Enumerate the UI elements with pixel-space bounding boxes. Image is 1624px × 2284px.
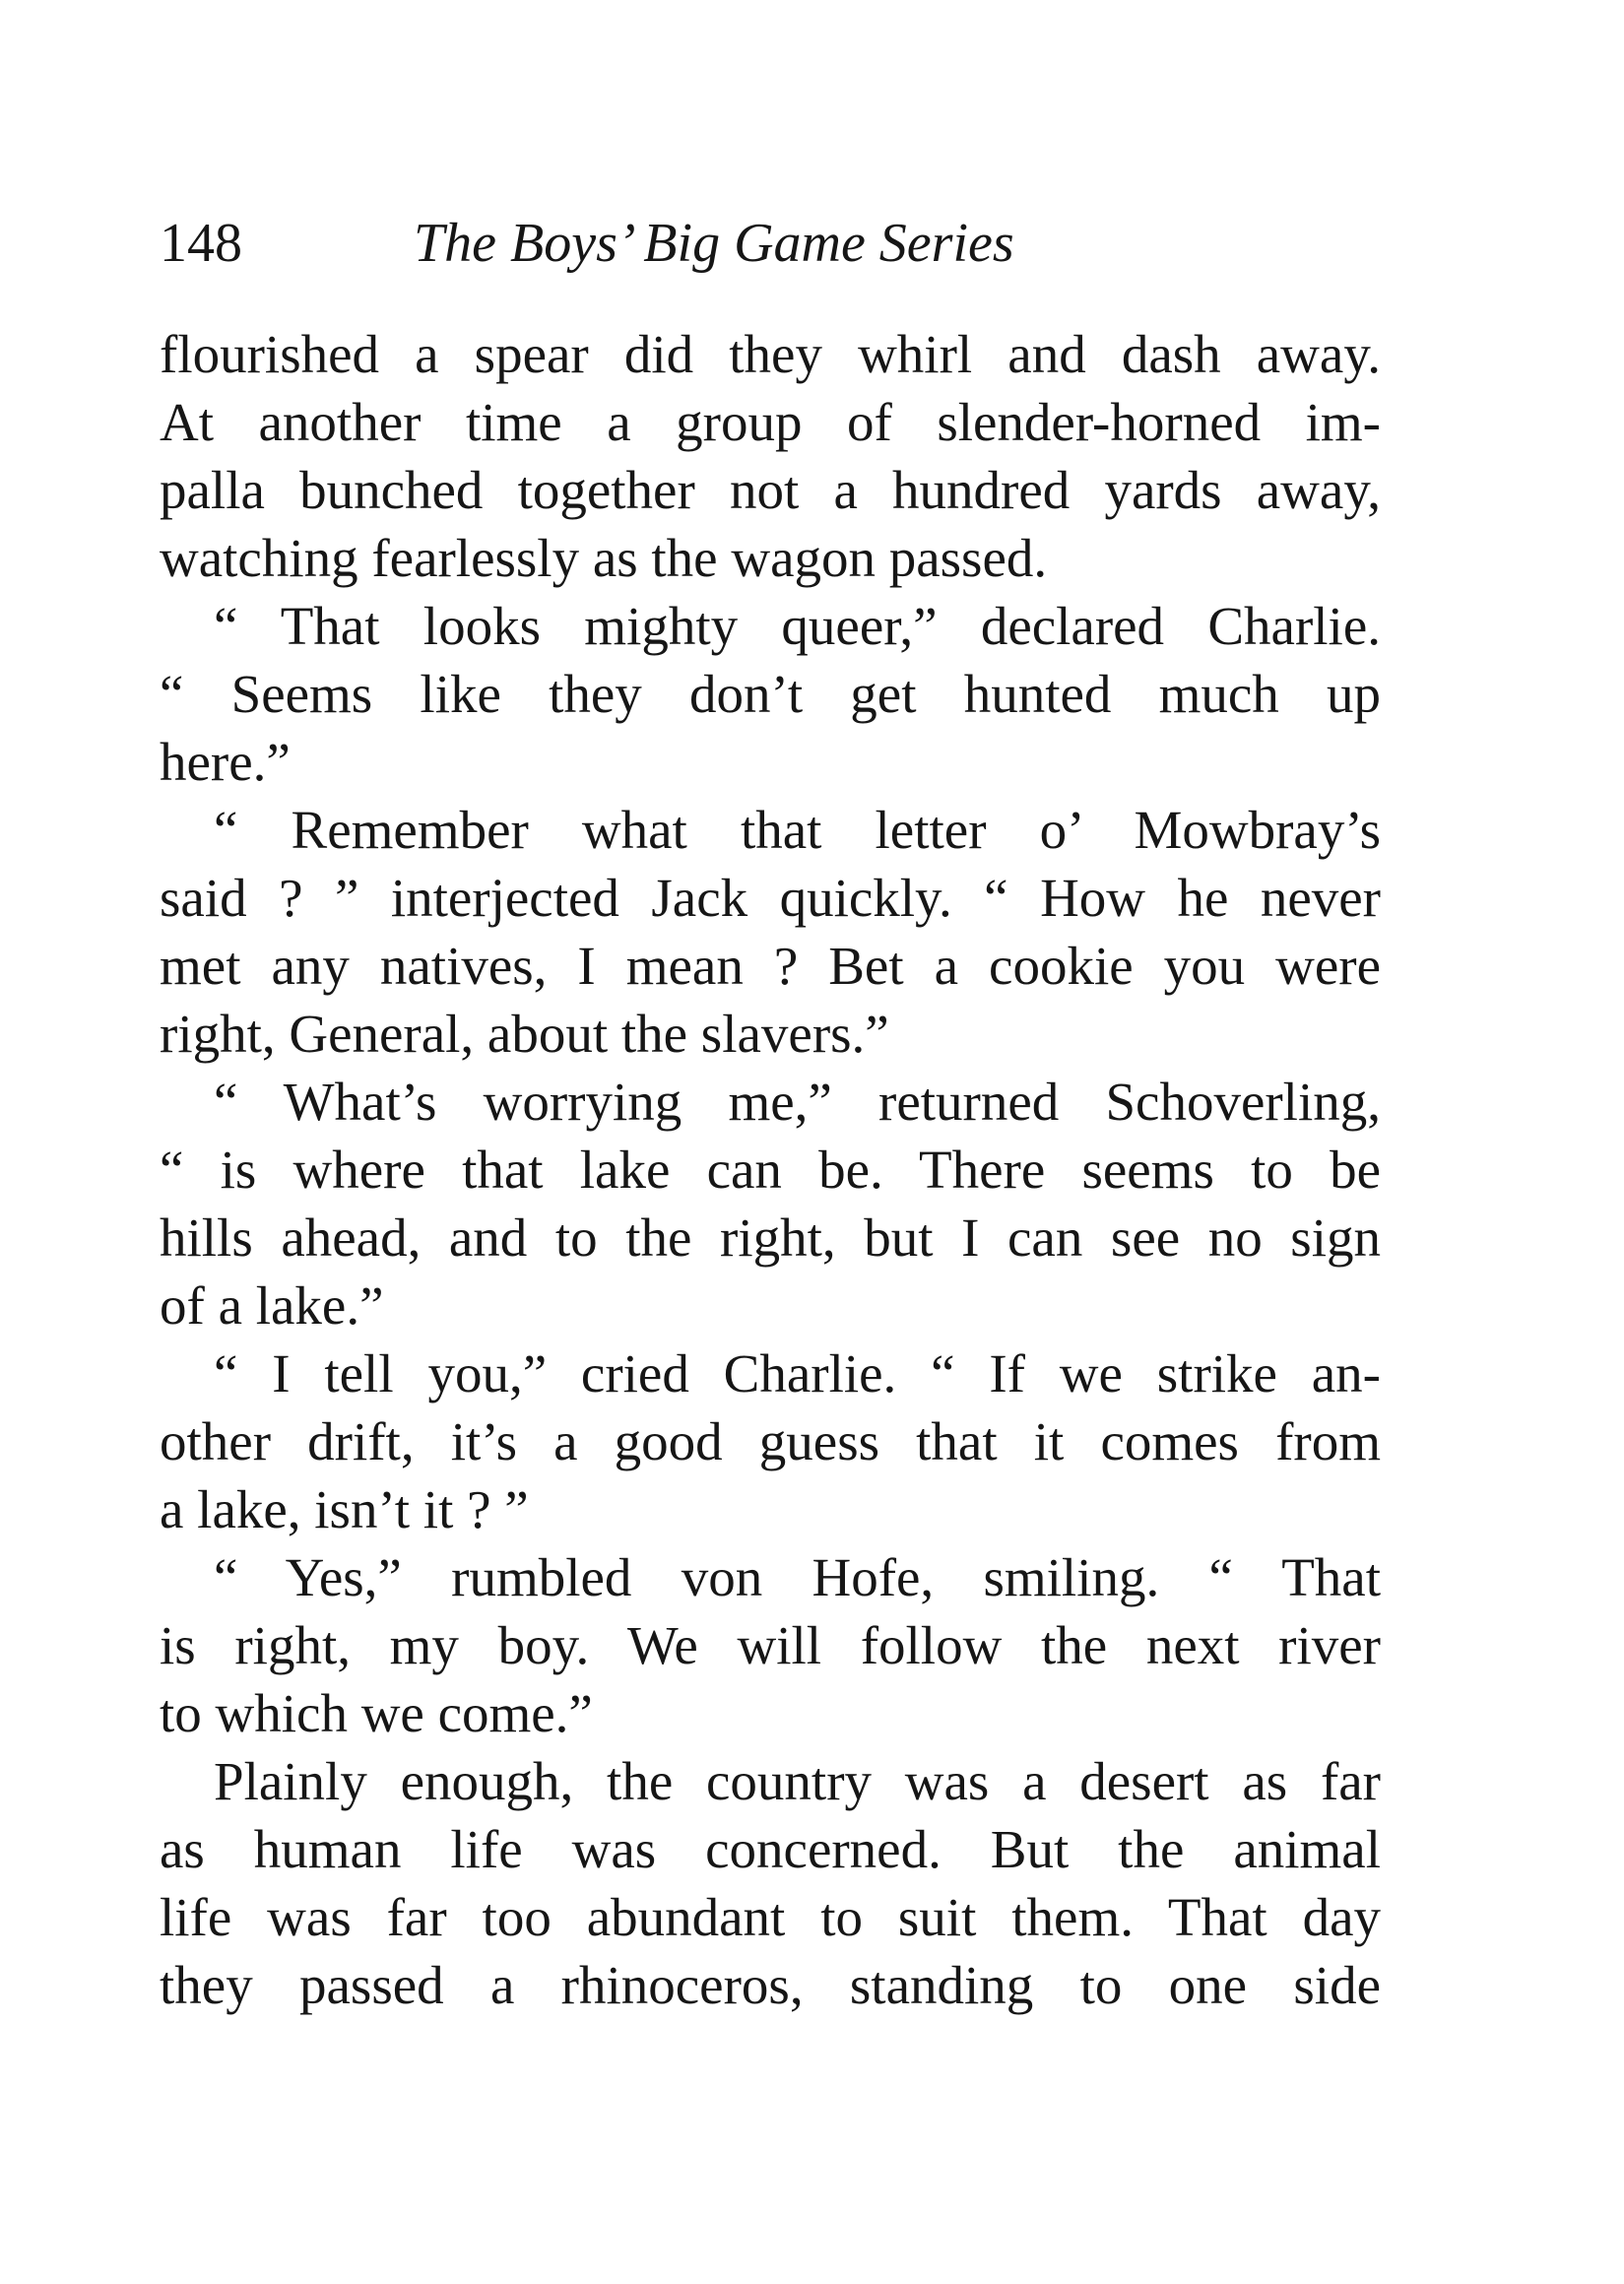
text-line: here.”	[160, 732, 291, 792]
text-line: they passed a rhinoceros, standing to one side	[160, 1955, 1381, 2015]
text-line: “ is where that lake can be. There seems to be	[160, 1140, 1381, 1200]
page-header	[160, 209, 1391, 278]
text-line: met any natives, I mean ? Bet a cookie you were	[160, 936, 1381, 996]
text-line: flourished a spear did they whirl and dash away.	[160, 324, 1381, 384]
text-line: palla bunched together not a hundred yards away,	[160, 460, 1381, 520]
text-line: “ Seems like they don’t get hunted much up	[160, 664, 1381, 724]
text-line: other drift, it’s a good guess that it comes from	[160, 1411, 1381, 1471]
text-line: is right, my boy. We will follow the next river	[160, 1615, 1381, 1675]
text-line: At another time a group of slender-horned im-	[160, 392, 1381, 452]
text-line: Plainly enough, the country was a desert as far	[214, 1751, 1381, 1811]
text-line: of a lake.”	[160, 1275, 384, 1336]
text-line: “ Yes,” rumbled von Hofe, smiling. “ That	[214, 1547, 1381, 1607]
text-line: to which we come.”	[160, 1683, 593, 1743]
text-line: a lake, isn’t it ? ”	[160, 1479, 529, 1539]
running-title: The Boys’ Big Game Series	[414, 213, 1014, 274]
text-line: said ? ” interjected Jack quickly. “ How he never	[160, 868, 1381, 928]
body-text	[160, 320, 1381, 2019]
text-line: “ That looks mighty queer,” declared Charlie.	[214, 596, 1381, 656]
text-line: as human life was concerned. But the animal	[160, 1819, 1381, 1879]
text-line: watching fearlessly as the wagon passed.	[160, 528, 1048, 588]
text-line: hills ahead, and to the right, but I can see no sign	[160, 1207, 1381, 1268]
text-line: “ I tell you,” cried Charlie. “ If we strike an-	[214, 1343, 1381, 1403]
text-line: life was far too abundant to suit them. That day	[160, 1887, 1381, 1947]
page-number: 148	[160, 213, 242, 274]
text-line: right, General, about the slavers.”	[160, 1004, 889, 1064]
text-line: “ What’s worrying me,” returned Schoverling,	[214, 1072, 1381, 1132]
text-line: “ Remember what that letter o’ Mowbray’s	[214, 800, 1381, 860]
